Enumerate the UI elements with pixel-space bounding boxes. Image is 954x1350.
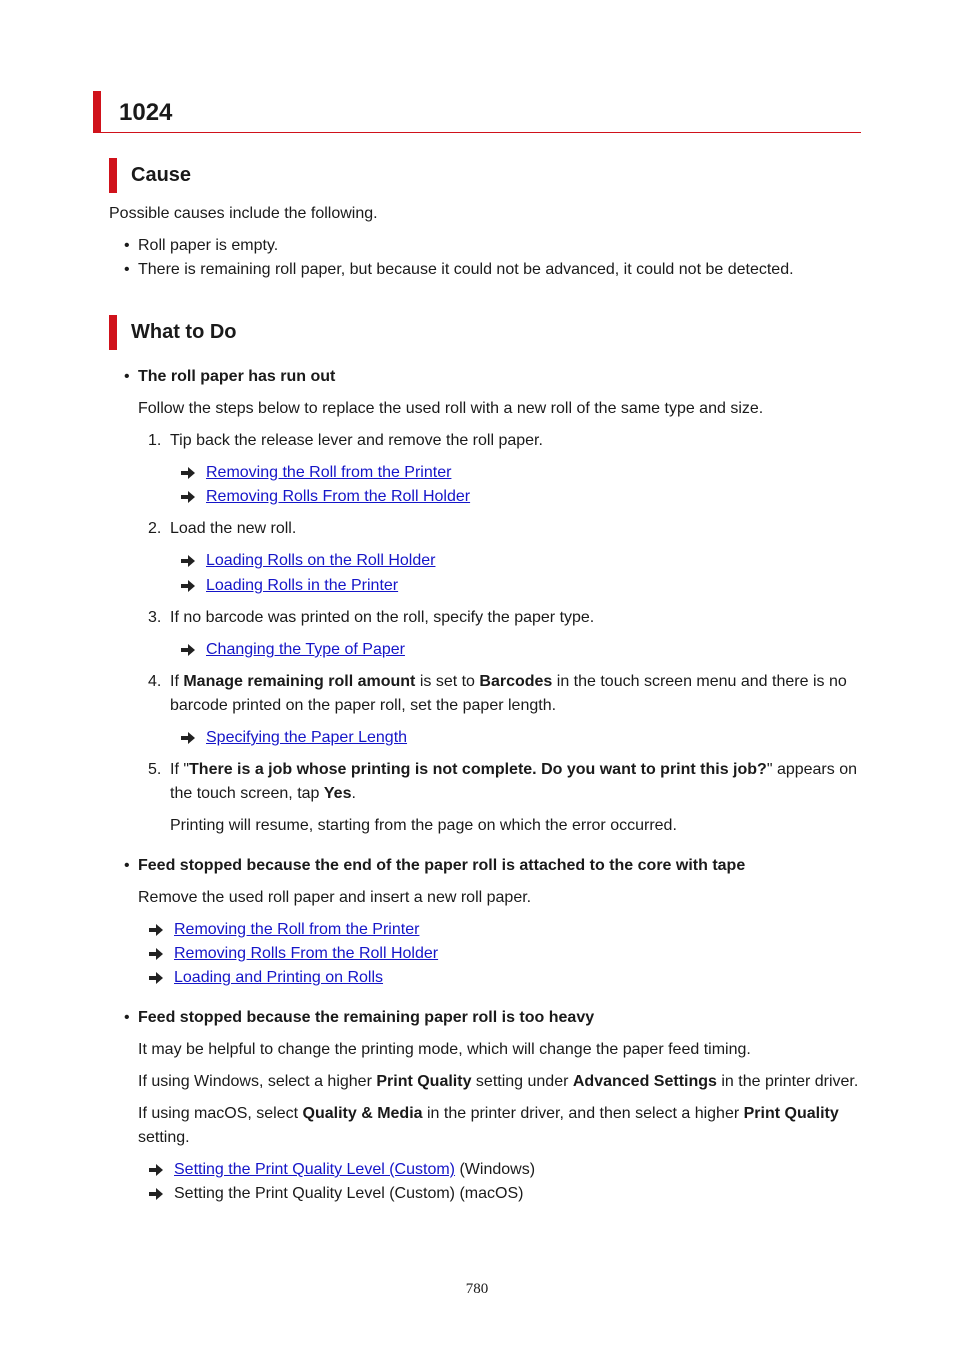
reference-item: Setting the Print Quality Level (Custom) (macOS) (174, 1185, 524, 1202)
section-intro: Follow the steps below to replace the used roll with a new roll of the same type and size. (138, 400, 764, 417)
link-loading-rolls-on-roll-holder[interactable]: Loading Rolls on the Roll Holder (206, 552, 436, 569)
section-paragraph: It may be helpful to change the printing mode, which will change the paper feed timing. (138, 1041, 751, 1058)
what-to-do-accent-bar (109, 315, 117, 350)
link-removing-rolls-from-roll-holder[interactable]: Removing Rolls From the Roll Holder (174, 945, 439, 962)
section-intro: Remove the used roll paper and insert a new roll paper. (138, 889, 532, 906)
arrow-right-icon (181, 732, 195, 744)
link-removing-roll-from-printer[interactable]: Removing the Roll from the Printer (206, 464, 452, 481)
title-accent-bar (93, 91, 101, 133)
step-number: 3. (148, 609, 162, 626)
step-text: If no barcode was printed on the roll, specify the paper type. (170, 609, 595, 626)
cause-item: Roll paper is empty. (138, 237, 279, 254)
title-underline (101, 132, 861, 133)
arrow-right-icon (181, 555, 195, 567)
reference-item: Setting the Print Quality Level (Custom) (Windows) (174, 1161, 536, 1178)
section-paragraph: If using Windows, select a higher Print Quality setting under Advanced Settings in the printer driver. (138, 1073, 859, 1090)
link-loading-rolls-in-printer[interactable]: Loading Rolls in the Printer (206, 577, 399, 594)
section-paragraph-continued: setting. (138, 1129, 190, 1146)
section-title: The roll paper has run out (138, 368, 336, 385)
link-setting-print-quality-custom[interactable]: Setting the Print Quality Level (Custom) (174, 1161, 456, 1178)
bullet-icon: • (124, 857, 130, 874)
section-paragraph: If using macOS, select Quality & Media in the printer driver, and then select a higher Print Quality (138, 1105, 839, 1122)
step-number: 5. (148, 761, 162, 778)
cause-item: There is remaining roll paper, but because it could not be advanced, it could not be detected. (138, 261, 794, 278)
page-number: 780 (465, 1281, 489, 1297)
step-number: 4. (148, 673, 162, 690)
step-text: If Manage remaining roll amount is set to Barcodes in the touch screen menu and there is no (170, 673, 847, 690)
arrow-right-icon (181, 580, 195, 592)
step-text-continued: the touch screen, tap Yes. (170, 785, 356, 802)
bullet-icon: • (124, 237, 130, 254)
step-text-continued: barcode printed on the paper roll, set the paper length. (170, 697, 557, 714)
arrow-right-icon (149, 924, 163, 936)
step-text: If "There is a job whose printing is not complete. Do you want to print this job?" appears on (170, 761, 857, 778)
bullet-icon: • (124, 1009, 130, 1026)
step-text: Tip back the release lever and remove the roll paper. (170, 432, 543, 449)
arrow-right-icon (149, 1164, 163, 1176)
bullet-icon: • (124, 261, 130, 278)
link-loading-and-printing-on-rolls[interactable]: Loading and Printing on Rolls (174, 969, 384, 986)
arrow-right-icon (149, 948, 163, 960)
step-note: Printing will resume, starting from the page on which the error occurred. (170, 817, 677, 834)
link-removing-roll-from-printer[interactable]: Removing the Roll from the Printer (174, 921, 420, 938)
cause-heading: Cause (131, 164, 192, 186)
what-to-do-heading: What to Do (131, 321, 237, 343)
section-title: Feed stopped because the end of the paper roll is attached to the core with tape (138, 857, 746, 874)
link-changing-type-of-paper[interactable]: Changing the Type of Paper (206, 641, 405, 658)
arrow-right-icon (181, 467, 195, 479)
step-number: 1. (148, 432, 162, 449)
link-removing-rolls-from-roll-holder[interactable]: Removing Rolls From the Roll Holder (206, 488, 471, 505)
link-specifying-paper-length[interactable]: Specifying the Paper Length (206, 729, 408, 746)
arrow-right-icon (149, 1188, 163, 1200)
arrow-right-icon (181, 644, 195, 656)
cause-accent-bar (109, 158, 117, 193)
arrow-right-icon (149, 972, 163, 984)
cause-intro: Possible causes include the following. (109, 205, 378, 222)
arrow-right-icon (181, 491, 195, 503)
bullet-icon: • (124, 368, 130, 385)
step-number: 2. (148, 520, 162, 537)
page-title: 1024 (119, 99, 173, 126)
step-text: Load the new roll. (170, 520, 297, 537)
section-title: Feed stopped because the remaining paper roll is too heavy (138, 1009, 595, 1026)
